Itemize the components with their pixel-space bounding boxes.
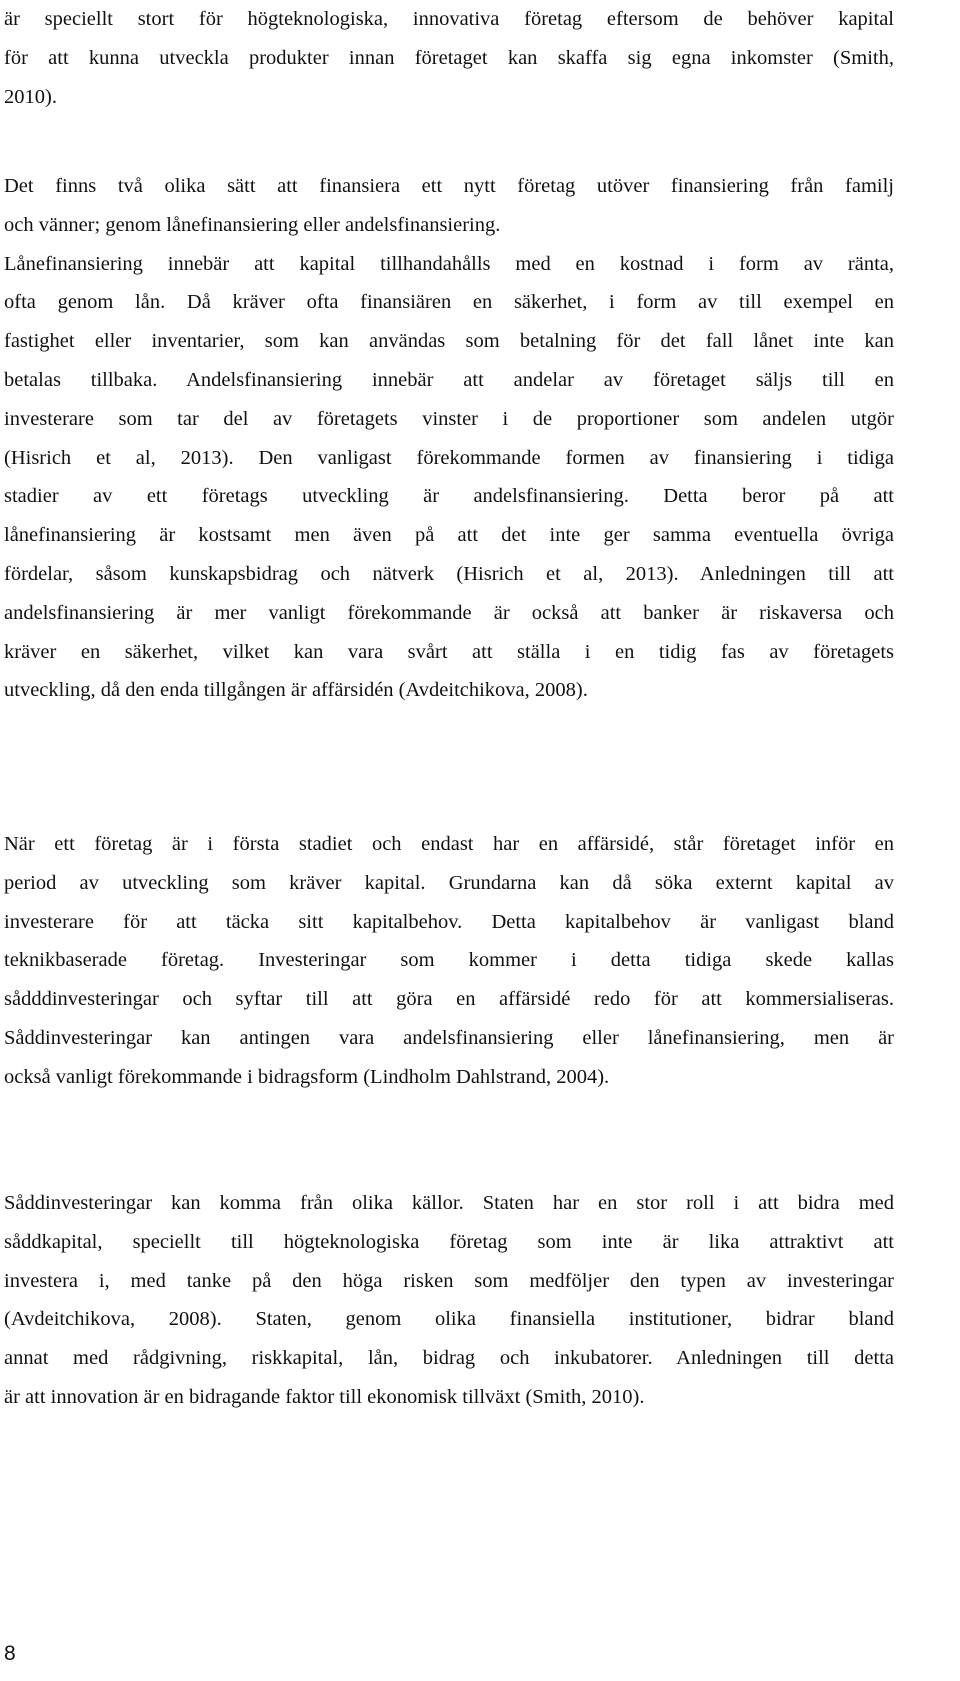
- text-line: är speciellt stort för högteknologiska, innovativa företag eftersom de behöver kapital: [4, 8, 894, 30]
- text-line: ofta genom lån. Då kräver ofta finansiären en säkerhet, i form av till exempel en: [4, 291, 894, 314]
- text-line: annat med rådgivning, riskkapital, lån, bidrag och inkubatorer. Anledningen till detta: [4, 1347, 894, 1370]
- paragraph-3: [4, 825, 894, 1097]
- text-line: fördelar, såsom kunskapsbidrag och nätverk (Hisrich et al, 2013). Anledningen till att: [4, 562, 894, 585]
- text-line: Det finns två olika sätt att finansiera ett nytt företag utöver finansiering från familj: [4, 175, 894, 197]
- paragraph-4: [4, 1184, 894, 1417]
- page-number: 8: [4, 1642, 16, 1665]
- text-line: kräver en säkerhet, vilket kan vara svårt att ställa i en tidig fas av företagets: [4, 640, 894, 663]
- text-line: När ett företag är i första stadiet och endast har en affärsidé, står företaget inför en: [4, 833, 894, 855]
- text-line: investera i, med tanke på den höga risken som medföljer den typen av investeringar: [4, 1269, 894, 1292]
- paragraph-1: [4, 0, 894, 116]
- text-line: fastighet eller inventarier, som kan användas som betalning för det fall lånet inte kan: [4, 330, 894, 353]
- text-line: för att kunna utveckla produkter innan företaget kan skaffa sig egna inkomster (Smith,: [4, 46, 894, 69]
- text-line: 2010).: [4, 85, 57, 108]
- paragraph-2: [4, 167, 894, 710]
- text-line: Såddinvesteringar kan komma från olika källor. Staten har en stor roll i att bidra med: [4, 1192, 894, 1214]
- text-line: lånefinansiering är kostsamt men även på att det inte ger samma eventuella övriga: [4, 524, 894, 547]
- text-line: utveckling, då den enda tillgången är affärsidén (Avdeitchikova, 2008).: [4, 679, 588, 702]
- text-line: andelsfinansiering är mer vanligt förekommande är också att banker är riskaversa och: [4, 601, 894, 624]
- text-line: teknikbaserade företag. Investeringar som kommer i detta tidiga skede kallas: [4, 949, 894, 972]
- text-line: såddkapital, speciellt till högteknologiska företag som inte är lika attraktivt att: [4, 1230, 894, 1253]
- text-line: investerare som tar del av företagets vinster i de proportioner som andelen utgör: [4, 407, 894, 430]
- text-line: (Hisrich et al, 2013). Den vanligast förekommande formen av finansiering i tidiga: [4, 446, 894, 469]
- text-line: stadier av ett företags utveckling är andelsfinansiering. Detta beror på att: [4, 485, 894, 508]
- text-line: är att innovation är en bidragande faktor till ekonomisk tillväxt (Smith, 2010).: [4, 1385, 645, 1408]
- text-line: också vanligt förekommande i bidragsform (Lindholm Dahlstrand, 2004).: [4, 1065, 610, 1088]
- text-line: Lånefinansiering innebär att kapital tillhandahålls med en kostnad i form av ränta,: [4, 252, 894, 275]
- text-line: betalas tillbaka. Andelsfinansiering innebär att andelar av företaget säljs till en: [4, 368, 894, 391]
- text-line: Såddinvesteringar kan antingen vara andelsfinansiering eller lånefinansiering, men är: [4, 1026, 894, 1049]
- text-line: period av utveckling som kräver kapital. Grundarna kan då söka externt kapital av: [4, 871, 894, 894]
- text-line: sådddinvesteringar och syftar till att göra en affärsidé redo för att kommersialiseras.: [4, 988, 894, 1011]
- text-line: (Avdeitchikova, 2008). Staten, genom olika finansiella institutioner, bidrar bland: [4, 1308, 894, 1331]
- text-line: investerare för att täcka sitt kapitalbehov. Detta kapitalbehov är vanligast bland: [4, 910, 894, 933]
- text-line: och vänner; genom lånefinansiering eller andelsfinansiering.: [4, 213, 501, 236]
